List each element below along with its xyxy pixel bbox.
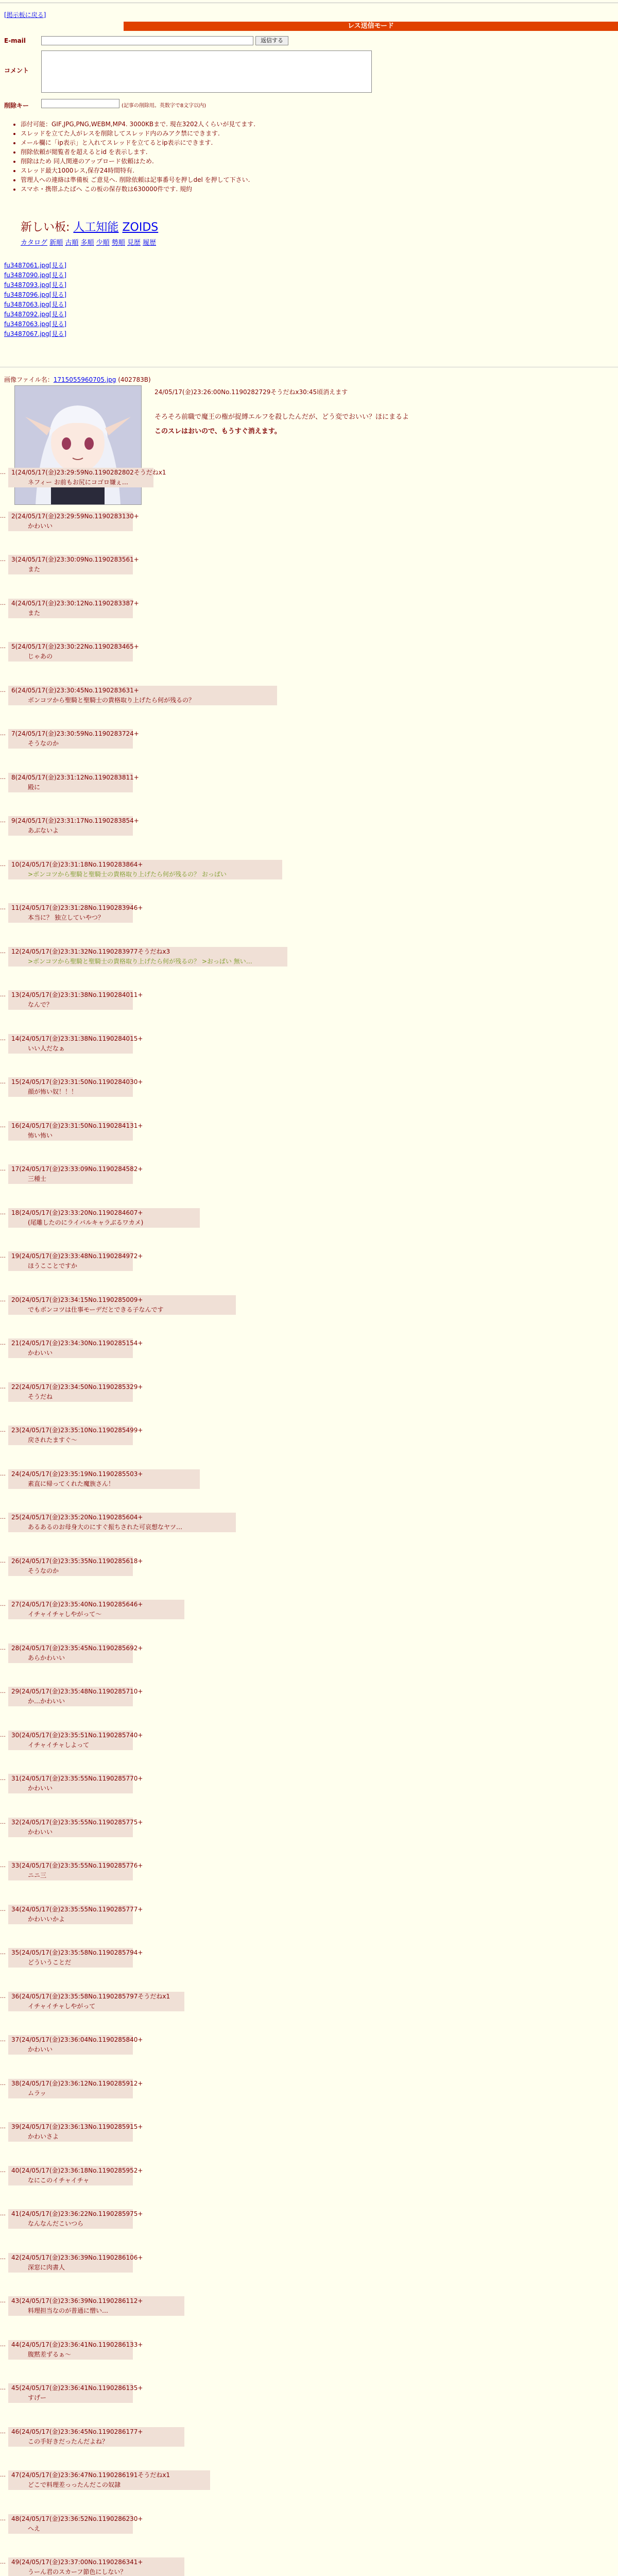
- reply-indent-marker: …: [0, 1165, 6, 1172]
- reply-header[interactable]: 36(24/05/17(金)23:35:58No.1190285797そうだねx1: [11, 1993, 170, 2000]
- reply-indent-marker: …: [0, 991, 6, 998]
- reply-body: かわいい: [28, 2046, 53, 2053]
- op-file-info: [4, 375, 151, 384]
- reply-post: [8, 1295, 236, 1315]
- reply-post: [8, 1121, 143, 1141]
- reply-post: [8, 2079, 143, 2098]
- reply-header[interactable]: 34(24/05/17(金)23:35:55No.1190285777+: [11, 1906, 143, 1913]
- reply-indent-marker: …: [0, 1688, 6, 1694]
- reply-post: [8, 2035, 143, 2055]
- reply-header[interactable]: 6(24/05/17(金)23:30:45No.1190283631+: [11, 687, 139, 694]
- viewed-history-link[interactable]: 見歴: [127, 239, 141, 247]
- reply-body: 本当に？ 独立していやつ？: [28, 914, 104, 921]
- reply-header[interactable]: 16(24/05/17(金)23:31:50No.1190284131+: [11, 1122, 143, 1129]
- reply-post: [8, 2514, 143, 2534]
- rule-item: • 削除はため 同人関連のアップロード依頼はため.: [21, 157, 255, 166]
- reply-body: (尾雕したのにライバルキャラぶるワカメ): [28, 1219, 144, 1226]
- reply-body: かわいい: [28, 522, 53, 530]
- reply-indent-marker: …: [0, 904, 6, 911]
- email-label: E-mail: [4, 37, 26, 44]
- file-link[interactable]: fu3487096.jpg[見る]: [4, 291, 67, 298]
- reply-body: なんなんだこいつら: [28, 2220, 84, 2227]
- reply-body: あらかわいい: [28, 1654, 65, 1662]
- reply-body: イチャイチャしやがって: [28, 2003, 96, 2010]
- new-board-link-zoids[interactable]: ZOIDS: [122, 221, 159, 234]
- reply-header[interactable]: 22(24/05/17(金)23:34:50No.1190285329+: [11, 1383, 143, 1391]
- reply-header[interactable]: 23(24/05/17(金)23:35:10No.1190285499+: [11, 1427, 143, 1434]
- reply-post: [8, 1164, 143, 1184]
- reply-header[interactable]: 30(24/05/17(金)23:35:51No.1190285740+: [11, 1732, 143, 1739]
- reply-indent-marker: …: [0, 2254, 6, 2261]
- reply-post: [8, 1643, 143, 1663]
- reply-post: [8, 773, 139, 792]
- comment-label: コメント: [4, 67, 29, 74]
- reply-post: [8, 1818, 143, 1837]
- reply-body: 料理担当なのが普通に憎い…: [28, 2307, 109, 2314]
- reply-body: ムラッ: [28, 2090, 46, 2097]
- reply-post: [8, 860, 282, 879]
- rule-item: • スレッド最大1000レス,保存24時間特有.: [21, 166, 255, 175]
- reply-post: [8, 2166, 143, 2185]
- reply-header[interactable]: 20(24/05/17(金)23:34:15No.1190285009+: [11, 1296, 143, 1303]
- reply-header[interactable]: 40(24/05/17(金)23:36:18No.1190285952+: [11, 2167, 143, 2174]
- reply-mode-bar: レス送信モード: [124, 22, 618, 31]
- reply-indent-marker: …: [0, 1775, 6, 1782]
- reply-indent-marker: …: [0, 1906, 6, 1912]
- reply-body: どういうことだ: [28, 1959, 72, 1966]
- reply-header[interactable]: 2(24/05/17(金)23:29:59No.1190283130+: [11, 513, 139, 520]
- reply-indent-marker: …: [0, 1470, 6, 1477]
- rule-item: • スレッドを立てた人がレスを削除してスレッド内のみアク禁にできます.: [21, 129, 255, 138]
- rule-item: • 添付可能：GIF,JPG,PNG,WEBM,MP4. 3000KBまで. 現在3202人くらいが見てます.: [21, 120, 255, 129]
- reply-post: [8, 1600, 184, 1619]
- reply-post: [8, 2383, 143, 2403]
- sort-few-link[interactable]: 少順: [96, 239, 110, 247]
- op-text-line: そろそろ前職で魔王の権が捉縛エルフを殺したんだが、どう変でおいい？ほにまるよ: [154, 413, 409, 421]
- comment-textarea[interactable]: [41, 50, 372, 93]
- reply-indent-marker: …: [0, 861, 6, 868]
- reply-indent-marker: …: [0, 1252, 6, 1259]
- rule-item: • 管理人への連絡は準備板 ご意見へ. 削除依頼は記事番号を押しdel を押して下さい.: [21, 175, 255, 184]
- reply-header[interactable]: 24(24/05/17(金)23:35:19No.1190285503+: [11, 1470, 143, 1478]
- reply-indent-marker: …: [0, 2123, 6, 2130]
- reply-post: [8, 1992, 184, 2011]
- reply-body: そうなのか: [28, 1567, 59, 1574]
- reply-body: うーん君のスカーフ節色にしない？: [28, 2568, 127, 2575]
- reply-body: ほうこことですか: [28, 1262, 78, 1269]
- reply-post: [8, 2427, 184, 2447]
- reply-indent-marker: …: [0, 2297, 6, 2304]
- file-link[interactable]: fu3487063.jpg[見る]: [4, 320, 67, 328]
- delete-key-label: 削除キー: [4, 102, 29, 109]
- reply-body: 怖い怖い: [28, 1132, 53, 1139]
- file-link[interactable]: fu3487063.jpg[見る]: [4, 301, 67, 308]
- reply-body: じゃあの: [28, 653, 53, 660]
- reply-indent-marker: …: [0, 1035, 6, 1042]
- op-header: 24/05/17(金)23:26:00No.1190282729そうだねx30:45頃消えます: [154, 388, 348, 396]
- reply-indent-marker: …: [0, 556, 6, 563]
- reply-header[interactable]: 4(24/05/17(金)23:30:12No.1190283387+: [11, 600, 139, 607]
- reply-header[interactable]: 12(24/05/17(金)23:31:32No.1190283977そうだねx3: [11, 948, 170, 955]
- reply-header[interactable]: 27(24/05/17(金)23:35:40No.1190285646+: [11, 1601, 143, 1608]
- reply-header[interactable]: 7(24/05/17(金)23:30:59No.1190283724+: [11, 730, 139, 737]
- reply-post: [8, 599, 139, 618]
- reply-post: [8, 642, 139, 662]
- op-file-link[interactable]: 1715055960705.jpg: [53, 376, 116, 383]
- reply-post: [8, 1338, 143, 1358]
- top-border: [0, 0, 618, 3]
- reply-body: へえ: [28, 2525, 41, 2532]
- reply-header[interactable]: 8(24/05/17(金)23:31:12No.1190283811+: [11, 774, 139, 781]
- file-link[interactable]: fu3487093.jpg[見る]: [4, 281, 67, 289]
- reply-indent-marker: …: [0, 1819, 6, 1825]
- reply-indent-marker: …: [0, 730, 6, 737]
- reply-indent-marker: …: [0, 2515, 6, 2522]
- reply-header[interactable]: 42(24/05/17(金)23:36:39No.1190286106+: [11, 2254, 143, 2261]
- reply-post: [8, 1774, 143, 1793]
- rule-item: • スマホ・携帯ふたばへ この板の保存数は630000件です. 規約: [21, 184, 255, 194]
- reply-post: [8, 1426, 143, 1445]
- reply-body: いい人だなぁ: [28, 1045, 65, 1052]
- reply-body: >ボンコツから聖騎と聖騎士の貴格取り上げたら何が残るの？ おっぱい: [28, 871, 227, 878]
- new-board-link-ai[interactable]: 人工知能: [73, 221, 119, 234]
- reply-indent-marker: …: [0, 817, 6, 824]
- reply-post: [8, 1905, 143, 1924]
- reply-post: [8, 2253, 143, 2273]
- op-file-size: (402783B): [118, 376, 151, 383]
- reply-header[interactable]: 10(24/05/17(金)23:31:18No.1190283864+: [11, 861, 143, 868]
- reply-header[interactable]: 33(24/05/17(金)23:35:55No.1190285776+: [11, 1862, 143, 1869]
- reply-post: [8, 512, 139, 531]
- reply-indent-marker: …: [0, 1340, 6, 1346]
- file-link[interactable]: fu3487090.jpg[見る]: [4, 272, 67, 279]
- reply-post: [8, 468, 166, 487]
- sort-old-link[interactable]: 古順: [65, 239, 79, 247]
- op-expiry-notice: このスレはおいので、もうすぐ消えます。: [154, 428, 281, 435]
- reply-post: [8, 1034, 143, 1054]
- reply-header[interactable]: 49(24/05/17(金)23:37:00No.1190286341+: [11, 2558, 143, 2566]
- reply-indent-marker: …: [0, 2210, 6, 2217]
- reply-header[interactable]: 39(24/05/17(金)23:36:13No.1190285915+: [11, 2123, 143, 2130]
- reply-body: 殿に: [28, 784, 41, 791]
- reply-indent-marker: …: [0, 2036, 6, 2043]
- reply-indent-marker: …: [0, 948, 6, 955]
- reply-post: [8, 1861, 143, 1880]
- reply-body: すげー: [28, 2394, 47, 2401]
- reply-body: ニニ三: [28, 1872, 47, 1879]
- sort-momentum-link[interactable]: 勢順: [111, 239, 125, 247]
- file-link[interactable]: fu3487067.jpg[見る]: [4, 330, 67, 337]
- reply-indent-marker: …: [0, 1296, 6, 1303]
- reply-indent-marker: …: [0, 2167, 6, 2174]
- reply-indent-marker: …: [0, 1993, 6, 1999]
- reply-body: ボンコツから聖騎と聖騎士の貴格取り上げたら何が残るの？: [28, 697, 195, 704]
- new-board-line: [21, 218, 158, 234]
- reply-header[interactable]: 3(24/05/17(金)23:30:09No.1190283561+: [11, 556, 139, 563]
- reply-indent-marker: …: [0, 774, 6, 781]
- reply-header[interactable]: 29(24/05/17(金)23:35:48No.1190285710+: [11, 1688, 143, 1695]
- reply-body: どこで料理差っったんだこの奴隷: [28, 2481, 121, 2488]
- reply-body: でもボンコツは仕事モーデだとできる子なんです: [28, 1306, 164, 1313]
- reply-body: イチャイチャしよって: [28, 1741, 90, 1749]
- reply-post: [8, 1469, 200, 1489]
- reply-indent-marker: …: [0, 2471, 6, 2478]
- reply-post: [8, 1556, 143, 1576]
- reply-indent-marker: …: [0, 1383, 6, 1390]
- reply-post: [8, 729, 139, 749]
- reply-body: また: [28, 609, 41, 617]
- rule-item: • メール欄に「ip表示」と入れてスレッドを立てるとip表示にできます.: [21, 138, 255, 147]
- reply-post: [8, 990, 143, 1010]
- reply-header[interactable]: 32(24/05/17(金)23:35:55No.1190285775+: [11, 1819, 143, 1826]
- reply-indent-marker: …: [0, 643, 6, 650]
- catalog-links: [21, 237, 156, 247]
- reply-indent-marker: …: [0, 513, 6, 519]
- reply-indent-marker: …: [0, 2558, 6, 2565]
- email-field[interactable]: [41, 36, 253, 45]
- reply-indent-marker: …: [0, 1949, 6, 1956]
- reply-indent-marker: …: [0, 1645, 6, 1651]
- reply-body: また: [28, 566, 41, 573]
- reply-header[interactable]: 18(24/05/17(金)23:33:20No.1190284607+: [11, 1209, 143, 1216]
- reply-body: この手好きだったんだよね？: [28, 2438, 109, 2445]
- reply-body: 三種士: [28, 1175, 47, 1182]
- reply-body: あぶないよ: [28, 827, 59, 834]
- reply-header[interactable]: 38(24/05/17(金)23:36:12No.1190285912+: [11, 2080, 143, 2087]
- reply-header[interactable]: 21(24/05/17(金)23:34:30No.1190285154+: [11, 1340, 143, 1347]
- reply-body: かわいさよ: [28, 2133, 59, 2140]
- reply-indent-marker: …: [0, 1427, 6, 1433]
- reply-post: [8, 2122, 143, 2142]
- reply-post: [8, 947, 287, 967]
- reply-header[interactable]: 19(24/05/17(金)23:33:48No.1190284972+: [11, 1252, 143, 1260]
- reply-header[interactable]: 46(24/05/17(金)23:36:45No.1190286177+: [11, 2428, 143, 2435]
- reply-header[interactable]: 26(24/05/17(金)23:35:35No.1190285618+: [11, 1557, 143, 1565]
- reply-header[interactable]: 25(24/05/17(金)23:35:20No.1190285604+: [11, 1514, 143, 1521]
- file-links: [4, 261, 66, 339]
- reply-post: [8, 1208, 200, 1228]
- reply-post: [8, 1382, 143, 1402]
- reply-post: [8, 1687, 143, 1706]
- reply-indent-marker: …: [0, 1122, 6, 1129]
- reply-indent-marker: …: [0, 1514, 6, 1520]
- reply-post: [8, 1948, 143, 1968]
- reply-post: [8, 2296, 184, 2316]
- reply-body: ネフィー お前もお尻にコゴロ嫌ぇ…: [28, 479, 128, 486]
- reply-body: かわいいかよ: [28, 1916, 65, 1923]
- reply-header[interactable]: 35(24/05/17(金)23:35:58No.1190285794+: [11, 1949, 143, 1956]
- reply-indent-marker: …: [0, 1732, 6, 1738]
- reply-indent-marker: …: [0, 687, 6, 693]
- reply-indent-marker: …: [0, 1601, 6, 1607]
- reply-body: あるあるのお母身大のにすぐ振ちされた可哀想なヤツ…: [28, 1523, 183, 1531]
- reply-post: [8, 1077, 143, 1097]
- op-body: [154, 410, 409, 439]
- history-link[interactable]: 履歴: [143, 239, 157, 247]
- reply-header[interactable]: 14(24/05/17(金)23:31:38No.1190284015+: [11, 1035, 143, 1042]
- new-board-prefix: 新しい板:: [21, 221, 70, 234]
- reply-header[interactable]: 9(24/05/17(金)23:31:17No.1190283854+: [11, 817, 139, 824]
- reply-body: 素直に帰ってくれた魔族さん！: [28, 1480, 115, 1487]
- delete-key-field[interactable]: [41, 99, 119, 108]
- reply-header[interactable]: 13(24/05/17(金)23:31:38No.1190284011+: [11, 991, 143, 998]
- reply-header[interactable]: 43(24/05/17(金)23:36:39No.1190286112+: [11, 2297, 143, 2304]
- reply-body: 戻されたますぐ～: [28, 1436, 78, 1444]
- rule-item: • 削除依頼が閲覧者を超えるとid を表示します.: [21, 147, 255, 157]
- reply-body: >ボンコツから聖騎と聖騎士の貴格取り上げたら何が残るの？ >おっぱい 無い…: [28, 958, 252, 965]
- file-link[interactable]: fu3487092.jpg[見る]: [4, 311, 67, 318]
- reply-body: なにこのイチャイチャ: [28, 2177, 90, 2184]
- submit-button[interactable]: 返信する: [255, 36, 288, 45]
- reply-indent-marker: …: [0, 1862, 6, 1869]
- reply-header[interactable]: 11(24/05/17(金)23:31:28No.1190283946+: [11, 904, 143, 911]
- reply-post: [8, 1251, 143, 1271]
- sort-many-link[interactable]: 多順: [80, 239, 94, 247]
- reply-post: [8, 1513, 236, 1532]
- reply-post: [8, 1731, 143, 1750]
- reply-header[interactable]: 1(24/05/17(金)23:29:59No.1190282802そうだねx1: [11, 469, 166, 476]
- reply-post: [8, 903, 143, 923]
- sort-new-link[interactable]: 新順: [49, 239, 63, 247]
- reply-header[interactable]: 17(24/05/17(金)23:33:09No.1190284582+: [11, 1165, 143, 1173]
- reply-body: かわいい: [28, 1349, 53, 1357]
- reply-post: [8, 2557, 184, 2576]
- reply-post: [8, 2340, 143, 2360]
- reply-post: [8, 816, 139, 836]
- reply-indent-marker: …: [0, 1557, 6, 1564]
- reply-header[interactable]: 47(24/05/17(金)23:36:47No.1190286191そうだねx1: [11, 2471, 170, 2479]
- reply-header[interactable]: 41(24/05/17(金)23:36:22No.1190285975+: [11, 2210, 143, 2217]
- reply-post: [8, 686, 277, 705]
- reply-post: [8, 2209, 143, 2229]
- reply-post: [8, 555, 139, 574]
- delete-key-note: (記事の削除用。英数字で8文字以内): [122, 103, 207, 109]
- reply-header[interactable]: 48(24/05/17(金)23:36:52No.1190286230+: [11, 2515, 143, 2522]
- reply-header[interactable]: 45(24/05/17(金)23:36:41No.1190286135+: [11, 2384, 143, 2392]
- reply-header[interactable]: 44(24/05/17(金)23:36:41No.1190286133+: [11, 2341, 143, 2348]
- reply-body: なんで？: [28, 1001, 53, 1008]
- reply-body: 深窓に肉書人: [28, 2264, 65, 2271]
- reply-indent-marker: …: [0, 600, 6, 606]
- reply-indent-marker: …: [0, 2384, 6, 2391]
- reply-header[interactable]: 5(24/05/17(金)23:30:22No.1190283465+: [11, 643, 139, 650]
- reply-body: かわいい: [28, 1785, 53, 1792]
- reply-indent-marker: …: [0, 2428, 6, 2435]
- reply-body: イチャイチャしやがって～: [28, 1611, 102, 1618]
- reply-indent-marker: …: [0, 1209, 6, 1216]
- reply-body: そうなのか: [28, 740, 59, 747]
- reply-indent-marker: …: [0, 2341, 6, 2348]
- reply-body: かわいい: [28, 1828, 53, 1836]
- reply-post: [8, 2470, 210, 2490]
- reply-body: 顔が怖い奴！！！: [28, 1088, 78, 1095]
- back-to-board-link[interactable]: [掲示板に戻る]: [4, 11, 46, 19]
- reply-indent-marker: …: [0, 2080, 6, 2087]
- file-link[interactable]: fu3487061.jpg[見る]: [4, 262, 67, 269]
- reply-indent-marker: …: [0, 469, 6, 476]
- op-file-label: 画像ファイル名：: [4, 376, 54, 383]
- reply-header[interactable]: 37(24/05/17(金)23:36:04No.1190285840+: [11, 2036, 143, 2043]
- reply-indent-marker: …: [0, 1078, 6, 1085]
- rules-list: [21, 120, 255, 194]
- reply-header[interactable]: 15(24/05/17(金)23:31:50No.1190284030+: [11, 1078, 143, 1086]
- reply-header[interactable]: 28(24/05/17(金)23:35:45No.1190285692+: [11, 1645, 143, 1652]
- reply-body: 腹黙差ずるぁ～: [28, 2351, 72, 2358]
- reply-body: そうだね: [28, 1393, 53, 1400]
- catalog-link[interactable]: カタログ: [21, 239, 48, 247]
- reply-body: か…かわいい: [28, 1698, 65, 1705]
- reply-header[interactable]: 31(24/05/17(金)23:35:55No.1190285770+: [11, 1775, 143, 1782]
